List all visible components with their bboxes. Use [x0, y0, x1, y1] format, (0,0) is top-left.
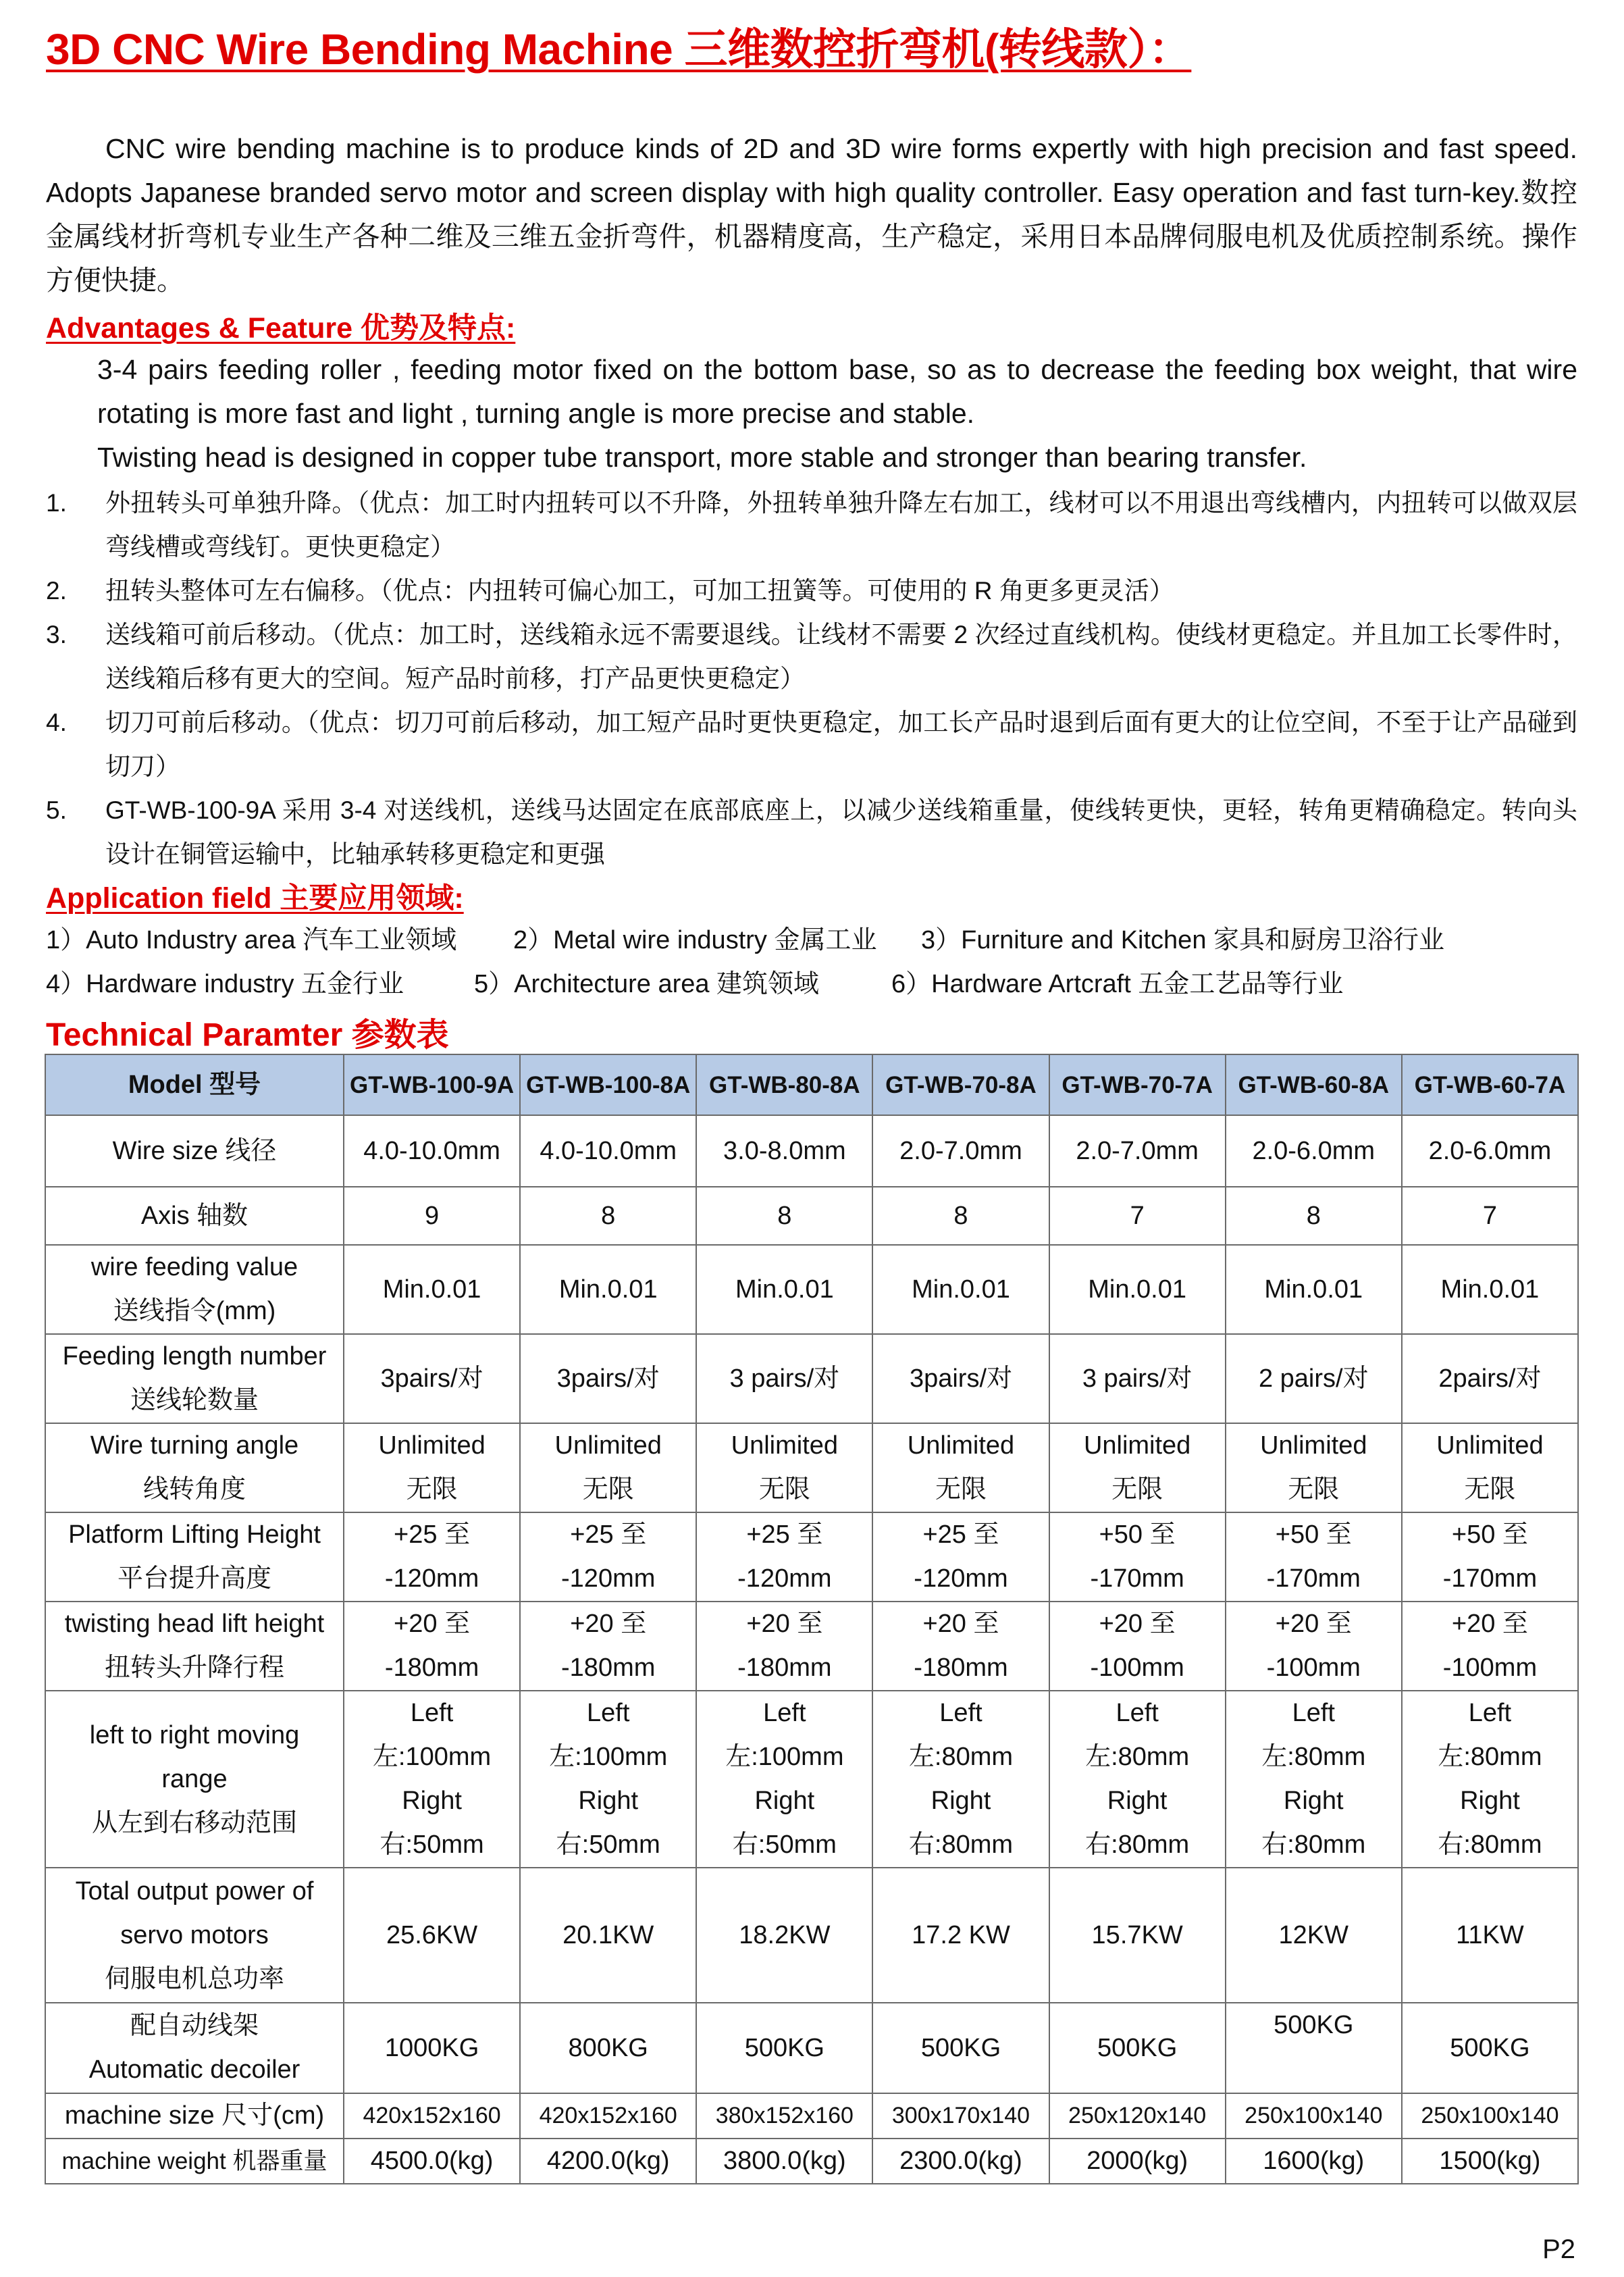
- table-cell: Min.0.01: [872, 1245, 1049, 1334]
- table-cell: +20 至 -180mm: [344, 1602, 520, 1691]
- table-cell: 500KG: [1402, 2003, 1578, 2093]
- table-cell: 8: [872, 1187, 1049, 1245]
- table-cell: +25 至 -120mm: [696, 1512, 872, 1602]
- column-header: GT-WB-70-7A: [1049, 1054, 1226, 1115]
- table-row: [45, 1423, 1578, 1512]
- table-cell: 2 pairs/对: [1226, 1334, 1402, 1423]
- application-item: 1）Auto Industry area 汽车工业领域: [46, 926, 457, 954]
- table-cell: 4.0-10.0mm: [344, 1115, 520, 1187]
- row-label: 配自动线架 Automatic decoiler: [45, 2003, 344, 2093]
- application-item: 3）Furniture and Kitchen 家具和厨房卫浴行业: [921, 926, 1445, 954]
- column-header: GT-WB-100-8A: [520, 1054, 696, 1115]
- table-cell: 4500.0(kg): [344, 2139, 520, 2184]
- application-item: 6）Hardware Artcraft 五金工艺品等行业: [891, 970, 1344, 998]
- table-row: [45, 1245, 1578, 1334]
- application-item: 4）Hardware industry 五金行业: [46, 970, 404, 998]
- table-row: [45, 1868, 1578, 2003]
- row-label: machine size 尺寸(cm): [45, 2093, 344, 2139]
- list-item-text: 扭转头整体可左右偏移。（优点：内扭转可偏心加工，可加工扭簧等。可使用的 R 角更多更灵活）: [105, 577, 1174, 605]
- feature-list: [46, 481, 1577, 876]
- table-row: [45, 1602, 1578, 1691]
- table-cell: 1500(kg): [1402, 2139, 1578, 2184]
- table-cell: Left 左:80mm Right 右:80mm: [872, 1691, 1049, 1868]
- list-item-text: 送线箱可前后移动。（优点：加工时，送线箱永远不需要退线。让线材不需要 2 次经过直线机构。使线材更稳定。并且加工长零件时，送线箱后移有更大的空间。短产品时前移，打产品更快更稳定）: [105, 621, 1577, 692]
- advantages-paragraph: 3-4 pairs feeding roller , feeding motor fixed on the bottom base, so as to decrease the feeding box weight, that wire rotating is more fast and light , turning angle is more precise and stable.: [97, 354, 1577, 429]
- technical-heading: Technical Paramter 参数表: [46, 1017, 449, 1053]
- table-cell: 2.0-7.0mm: [872, 1115, 1049, 1187]
- table-cell: Left 左:80mm Right 右:80mm: [1226, 1691, 1402, 1868]
- row-label: Total output power of servo motors 伺服电机总功率: [45, 1868, 344, 2003]
- table-row: [45, 1334, 1578, 1423]
- table-cell: 2000(kg): [1049, 2139, 1226, 2184]
- table-cell: +20 至 -180mm: [696, 1602, 872, 1691]
- row-label: twisting head lift height 扭转头升降行程: [45, 1602, 344, 1691]
- row-label: Axis 轴数: [45, 1187, 344, 1245]
- table-cell: Min.0.01: [1049, 1245, 1226, 1334]
- application-row: [46, 919, 1586, 963]
- table-row: [45, 1691, 1578, 1868]
- table-cell: Left 左:100mm Right 右:50mm: [696, 1691, 872, 1868]
- table-cell: 3pairs/对: [872, 1334, 1049, 1423]
- table-cell: 300x170x140: [872, 2093, 1049, 2139]
- table-cell: +25 至 -120mm: [520, 1512, 696, 1602]
- application-heading: Application field 主要应用领域:: [46, 882, 464, 915]
- table-cell: 500KG: [1049, 2003, 1226, 2093]
- application-item: 5）Architecture area 建筑领域: [474, 970, 820, 998]
- list-item-text: GT-WB-100-9A 采用 3-4 对送线机，送线马达固定在底部底座上，以减少送线箱重量，使线转更快，更轻，转角更精确稳定。转向头设计在铜管运输中，比轴承转移更稳定和更强: [105, 796, 1577, 868]
- list-number: 1.: [46, 489, 67, 517]
- table-row: [45, 1115, 1578, 1187]
- table-cell: 17.2 KW: [872, 1868, 1049, 2003]
- page-number: P2: [1542, 2234, 1575, 2264]
- table-cell: +50 至 -170mm: [1402, 1512, 1578, 1602]
- row-label: Wire size 线径: [45, 1115, 344, 1187]
- table-cell: Unlimited 无限: [872, 1423, 1049, 1512]
- table-cell: 12KW: [1226, 1868, 1402, 2003]
- list-item: [46, 700, 1577, 788]
- table-cell: 9: [344, 1187, 520, 1245]
- list-item-text: 切刀可前后移动。（优点：切刀可前后移动，加工短产品时更快更稳定，加工长产品时退到后面有更大的让位空间，不至于让产品碰到切刀）: [105, 709, 1577, 780]
- list-number: 3.: [46, 621, 67, 648]
- table-cell: 2.0-7.0mm: [1049, 1115, 1226, 1187]
- table-cell: 8: [696, 1187, 872, 1245]
- table-cell: Min.0.01: [520, 1245, 696, 1334]
- table-cell: 3800.0(kg): [696, 2139, 872, 2184]
- table-cell: +20 至 -100mm: [1226, 1602, 1402, 1691]
- list-item: [46, 481, 1577, 569]
- table-cell: 15.7KW: [1049, 1868, 1226, 2003]
- table-cell: Min.0.01: [1402, 1245, 1578, 1334]
- table-cell: 250x120x140: [1049, 2093, 1226, 2139]
- table-cell: 3 pairs/对: [1049, 1334, 1226, 1423]
- table-cell: +20 至 -100mm: [1049, 1602, 1226, 1691]
- table-cell: 2pairs/对: [1402, 1334, 1578, 1423]
- list-number: 2.: [46, 577, 67, 605]
- table-cell: 3.0-8.0mm: [696, 1115, 872, 1187]
- table-cell: 20.1KW: [520, 1868, 696, 2003]
- table-cell: 2.0-6.0mm: [1226, 1115, 1402, 1187]
- table-cell: Unlimited 无限: [344, 1423, 520, 1512]
- column-header: GT-WB-60-8A: [1226, 1054, 1402, 1115]
- table-cell: 1600(kg): [1226, 2139, 1402, 2184]
- table-cell: 7: [1402, 1187, 1578, 1245]
- table-row: [45, 2093, 1578, 2139]
- list-item: [46, 569, 1577, 613]
- table-cell: +20 至 -180mm: [872, 1602, 1049, 1691]
- table-cell: Unlimited 无限: [1402, 1423, 1578, 1512]
- column-header: GT-WB-80-8A: [696, 1054, 872, 1115]
- table-cell: Left 左:100mm Right 右:50mm: [520, 1691, 696, 1868]
- row-label: Platform Lifting Height 平台提升高度: [45, 1512, 344, 1602]
- table-cell: 18.2KW: [696, 1868, 872, 2003]
- advantages-paragraph: Twisting head is designed in copper tube transport, more stable and stronger than bearing transfer.: [97, 442, 1307, 473]
- application-row: [46, 963, 1586, 1006]
- table-header-row: [45, 1054, 1578, 1115]
- table-row: [45, 2003, 1578, 2093]
- column-header: GT-WB-70-8A: [872, 1054, 1049, 1115]
- list-item-text: 外扭转头可单独升降。（优点：加工时内扭转可以不升降，外扭转单独升降左右加工，线材可以不用退出弯线槽内，内扭转可以做双层弯线槽或弯线钉。更快更稳定）: [105, 489, 1577, 561]
- table-cell: 8: [520, 1187, 696, 1245]
- table-cell: Left 左:80mm Right 右:80mm: [1049, 1691, 1226, 1868]
- table-cell: +25 至 -120mm: [344, 1512, 520, 1602]
- table-cell: 500KG: [872, 2003, 1049, 2093]
- intro-paragraph: CNC wire bending machine is to produce kinds of 2D and 3D wire forms expertly with high precision and fast speed. Adopts Japanese branded servo motor and screen display with high quality controller. Easy operation and fast turn-key.数控金属线材折弯机专业生产各种二维及三维五金折弯件，机器精度高，生产稳定，采用日本品牌伺服电机及优质控制系统。操作方便快捷。: [46, 133, 1577, 296]
- table-cell: 420x152x160: [520, 2093, 696, 2139]
- table-cell: 3pairs/对: [344, 1334, 520, 1423]
- table-row: [45, 1512, 1578, 1602]
- table-cell: 2300.0(kg): [872, 2139, 1049, 2184]
- table-cell: 250x100x140: [1402, 2093, 1578, 2139]
- table-cell: 1000KG: [344, 2003, 520, 2093]
- table-cell: Min.0.01: [344, 1245, 520, 1334]
- table-cell: 500KG: [1226, 2003, 1402, 2093]
- table-cell: 11KW: [1402, 1868, 1578, 2003]
- list-number: 4.: [46, 709, 67, 736]
- table-cell: 7: [1049, 1187, 1226, 1245]
- table-cell: Unlimited 无限: [520, 1423, 696, 1512]
- table-cell: 500KG: [696, 2003, 872, 2093]
- table-cell: Min.0.01: [1226, 1245, 1402, 1334]
- table-cell: +50 至 -170mm: [1226, 1512, 1402, 1602]
- advantages-heading: Advantages & Feature 优势及特点:: [46, 312, 516, 344]
- row-label: Wire turning angle 线转角度: [45, 1423, 344, 1512]
- column-header: GT-WB-100-9A: [344, 1054, 520, 1115]
- table-cell: 4.0-10.0mm: [520, 1115, 696, 1187]
- table-cell: +50 至 -170mm: [1049, 1512, 1226, 1602]
- table-row: [45, 1187, 1578, 1245]
- row-label: Feeding length number 送线轮数量: [45, 1334, 344, 1423]
- table-cell: 800KG: [520, 2003, 696, 2093]
- row-label: left to right moving range 从左到右移动范围: [45, 1691, 344, 1868]
- table-cell: +20 至 -180mm: [520, 1602, 696, 1691]
- table-row: [45, 2139, 1578, 2184]
- application-item: 2）Metal wire industry 金属工业: [513, 926, 877, 954]
- list-item: [46, 788, 1577, 876]
- table-cell: Unlimited 无限: [1049, 1423, 1226, 1512]
- table-cell: Left 左:80mm Right 右:80mm: [1402, 1691, 1578, 1868]
- table-cell: 250x100x140: [1226, 2093, 1402, 2139]
- table-cell: Min.0.01: [696, 1245, 872, 1334]
- table-cell: 2.0-6.0mm: [1402, 1115, 1578, 1187]
- table-cell: 8: [1226, 1187, 1402, 1245]
- table-cell: 3 pairs/对: [696, 1334, 872, 1423]
- table-cell: Unlimited 无限: [1226, 1423, 1402, 1512]
- table-cell: +20 至 -100mm: [1402, 1602, 1578, 1691]
- column-header: GT-WB-60-7A: [1402, 1054, 1578, 1115]
- table-cell: Unlimited 无限: [696, 1423, 872, 1512]
- table-cell: +25 至 -120mm: [872, 1512, 1049, 1602]
- row-label: wire feeding value 送线指令(mm): [45, 1245, 344, 1334]
- table-cell: 3pairs/对: [520, 1334, 696, 1423]
- column-header: Model 型号: [45, 1054, 344, 1115]
- table-cell: Left 左:100mm Right 右:50mm: [344, 1691, 520, 1868]
- list-item: [46, 613, 1577, 700]
- spec-table: [45, 1054, 1579, 2184]
- row-label: machine weight 机器重量: [45, 2139, 344, 2184]
- table-cell: 25.6KW: [344, 1868, 520, 2003]
- page-title: 3D CNC Wire Bending Machine 三维数控折弯机(转线款）：: [46, 25, 1192, 74]
- table-cell: 420x152x160: [344, 2093, 520, 2139]
- list-number: 5.: [46, 796, 67, 824]
- table-cell: 380x152x160: [696, 2093, 872, 2139]
- table-cell: 4200.0(kg): [520, 2139, 696, 2184]
